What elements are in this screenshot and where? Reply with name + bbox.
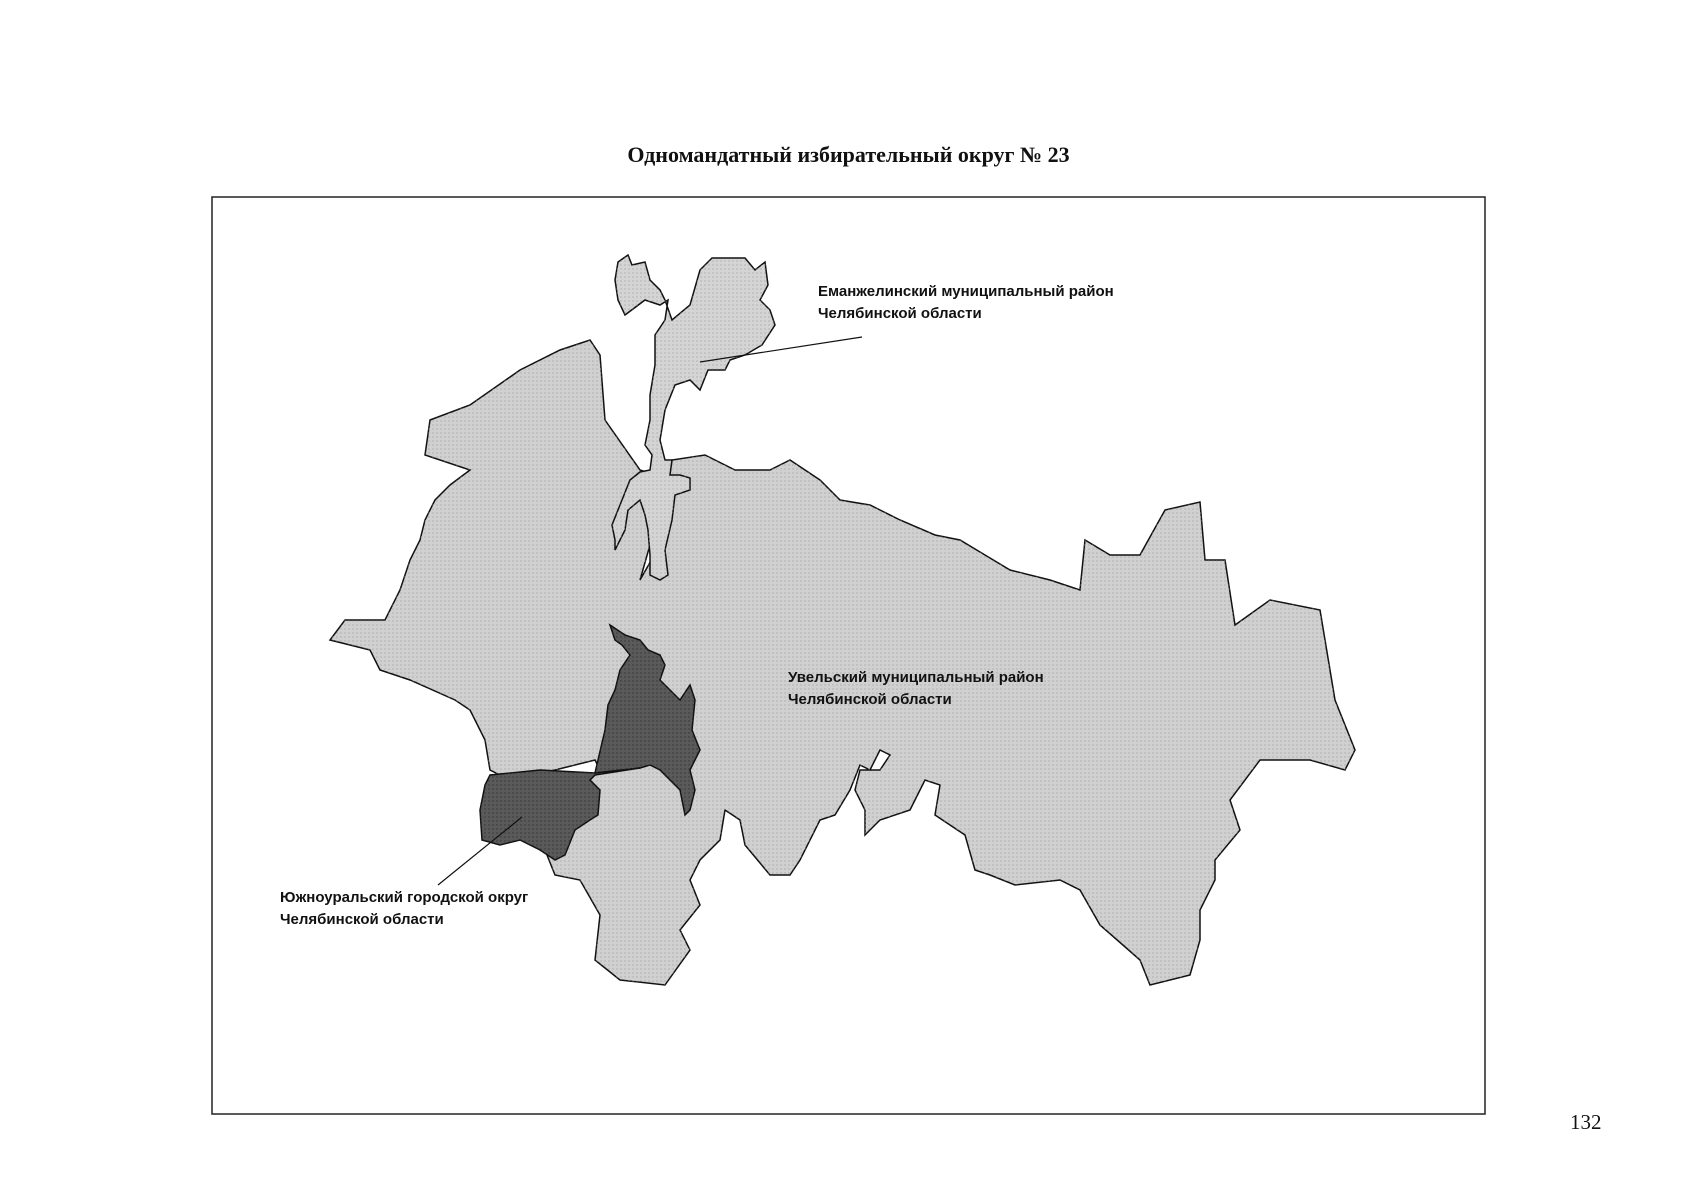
page-title: Одномандатный избирательный округ № 23: [627, 142, 1070, 167]
label-yuzhnouralsky-line2: Челябинской области: [280, 911, 444, 928]
label-uvelsky-line2: Челябинской области: [788, 691, 952, 708]
page-number: 132: [1570, 1110, 1602, 1134]
label-yemanzhelinsky-line2: Челябинской области: [818, 305, 982, 322]
label-uvelsky-line1: Увельский муниципальный район: [788, 669, 1044, 686]
leader-line-yuzhnouralsky: [438, 817, 522, 885]
label-yuzhnouralsky-line1: Южноуральский городской округ: [280, 889, 529, 906]
label-yemanzhelinsky-line1: Еманжелинский муниципальный район: [818, 283, 1114, 300]
